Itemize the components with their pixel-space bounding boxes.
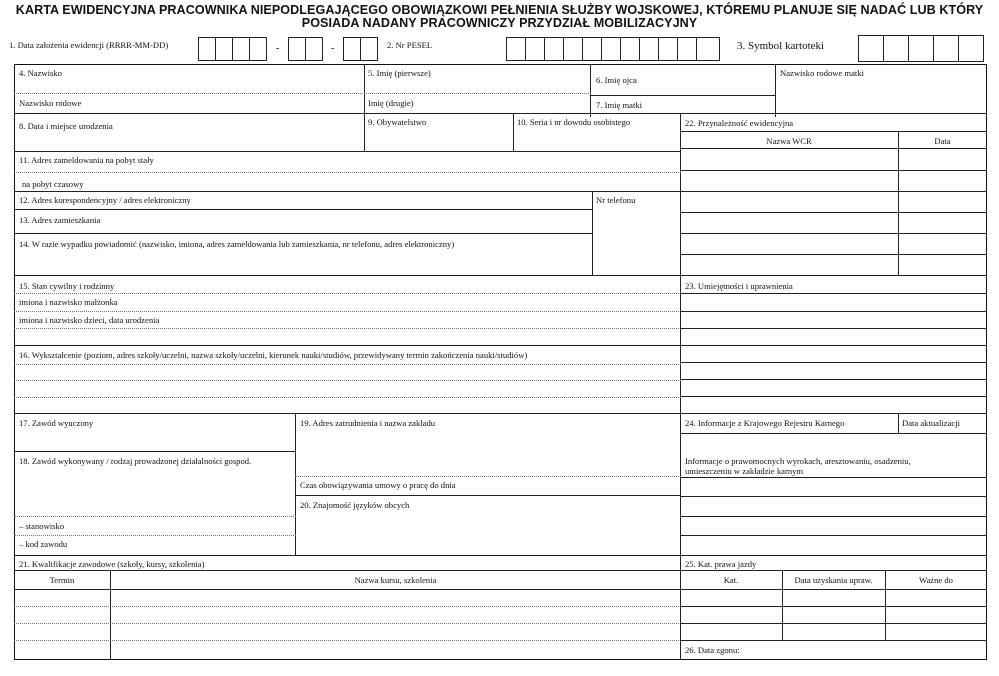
marital-status-label: 15. Stan cywilny i rodzinny [19, 281, 115, 291]
registration-affiliation-label: 22. Przynależność ewidencyjna [685, 118, 794, 128]
form-title-line-2: POSIADA NADANY PRACOWNICZY PRZYDZIAŁ MOBILIZACYJNY [301, 16, 698, 30]
pesel-digit-box[interactable] [582, 37, 602, 61]
job-position-label: – stanowisko [19, 521, 65, 531]
pesel-digit-box[interactable] [620, 37, 640, 61]
symbol-char-box[interactable] [908, 35, 934, 62]
criminal-info-line-1: Informacje o prawomocnych wyrokach, aresztowaniu, osadzeniu, [685, 456, 911, 466]
permanent-address-label: 11. Adres zameldowania na pobyt stały [19, 155, 154, 165]
temporary-address-label: na pobyt czasowy [22, 179, 84, 189]
pesel-digit-box[interactable] [696, 37, 720, 61]
children-label: imiona i nazwisko dzieci, data urodzenia [19, 315, 160, 325]
mother-maiden-name-label: Nazwisko rodowe matki [780, 68, 865, 78]
citizenship-label: 9. Obywatelstwo [368, 117, 427, 127]
death-date-label: 26. Data zgonu: [685, 645, 740, 655]
date-digit-box[interactable] [232, 37, 250, 61]
wcr-date-header: Data [934, 136, 951, 146]
symbol-char-box[interactable] [958, 35, 984, 62]
date-established-label: 1. Data założenia ewidencji (RRRR-MM-DD) [9, 40, 169, 50]
form-title-line-1: KARTA EWIDENCYJNA PRACOWNIKA NIEPODLEGAJĄCEGO OBOWIĄZKOWI PEŁNIENIA SŁUŻBY WOJSKOWEJ, KTÓREMU PLANUJE SIĘ NADAĆ LUB KTÓRY [15, 3, 984, 17]
qualifications-label: 21. Kwalifikacje zawodowe (szkoły, kursy, szkolenia) [19, 559, 205, 569]
pesel-digit-box[interactable] [544, 37, 564, 61]
date-separator: - [331, 43, 335, 54]
date-digit-box[interactable] [288, 37, 306, 61]
maiden-name-label: Nazwisko rodowe [19, 98, 82, 108]
spouse-name-label: imiona i nazwisko małżonka [19, 297, 118, 307]
pesel-digit-box[interactable] [563, 37, 583, 61]
criminal-info-line-2: umieszczeniu w zakładzie karnym [685, 466, 804, 476]
card-symbol-label: 3. Symbol kartoteki [737, 40, 825, 52]
update-date-label: Data aktualizacji [902, 418, 960, 428]
date-digit-box[interactable] [305, 37, 323, 61]
id-card-label: 10. Seria i nr dowodu osobistego [517, 117, 631, 127]
second-name-label: Imię (drugie) [368, 98, 414, 108]
pesel-digit-box[interactable] [658, 37, 678, 61]
criminal-record-label: 24. Informacje z Krajowego Rejestru Karnego [685, 418, 845, 428]
profession-code-label: – kod zawodu [19, 539, 68, 549]
license-obtained-header: Data uzyskania upraw. [794, 575, 873, 585]
education-label: 16. Wykształcenie (poziom, adres szkoły/uczelni, nazwa szkoły/uczelni, kierunek nauki/studiów, przewidywany termin zakończenia nauki/studiów) [19, 350, 528, 360]
skills-label: 23. Umiejętności i uprawnienia [685, 281, 793, 291]
qualification-term-header: Termin [49, 575, 75, 585]
pesel-label: 2. Nr PESEL [387, 40, 433, 50]
emergency-contact-label: 14. W razie wypadku powiadomić (nazwisko, imiona, adres zameldowania lub zamieszkania, nr telefonu, adres elektroniczny) [19, 239, 455, 249]
learned-profession-label: 17. Zawód wyuczony [19, 418, 94, 428]
correspondence-address-label: 12. Adres korespondencyjny / adres elektroniczny [19, 195, 191, 205]
license-valid-header: Ważne do [919, 575, 953, 585]
driving-license-label: 25. Kat. prawa jazdy [685, 559, 757, 569]
pesel-digit-box[interactable] [506, 37, 526, 61]
surname-label: 4. Nazwisko [19, 68, 62, 78]
course-name-header: Nazwa kursu, szkolenia [354, 575, 437, 585]
symbol-char-box[interactable] [858, 35, 884, 62]
mother-name-label: 7. Imię matki [596, 100, 643, 110]
father-name-label: 6. Imię ojca [596, 75, 637, 85]
employer-address-label: 19. Adres zatrudnienia i nazwa zakładu [300, 418, 436, 428]
symbol-char-box[interactable] [933, 35, 959, 62]
first-name-label: 5. Imię (pierwsze) [368, 68, 431, 78]
symbol-char-box[interactable] [883, 35, 909, 62]
pesel-digit-box[interactable] [525, 37, 545, 61]
date-digit-box[interactable] [215, 37, 233, 61]
pesel-digit-box[interactable] [677, 37, 697, 61]
date-digit-box[interactable] [249, 37, 267, 61]
license-category-header: Kat. [723, 575, 739, 585]
languages-label: 20. Znajomość języków obcych [300, 500, 410, 510]
phone-label: Nr telefonu [596, 195, 636, 205]
pesel-digit-box[interactable] [639, 37, 659, 61]
date-digit-box[interactable] [360, 37, 378, 61]
date-digit-box[interactable] [198, 37, 216, 61]
residence-address-label: 13. Adres zamieszkania [19, 215, 101, 225]
current-profession-label: 18. Zawód wykonywany / rodzaj prowadzonej działalności gospod. [19, 456, 252, 466]
date-separator: - [276, 43, 280, 54]
wcr-name-header: Nazwa WCR [766, 136, 812, 146]
birth-date-place-label: 8. Data i miejsce urodzenia [19, 121, 113, 131]
contract-end-label: Czas obowiązywania umowy o pracę do dnia [300, 480, 456, 490]
pesel-digit-box[interactable] [601, 37, 621, 61]
date-digit-box[interactable] [343, 37, 361, 61]
